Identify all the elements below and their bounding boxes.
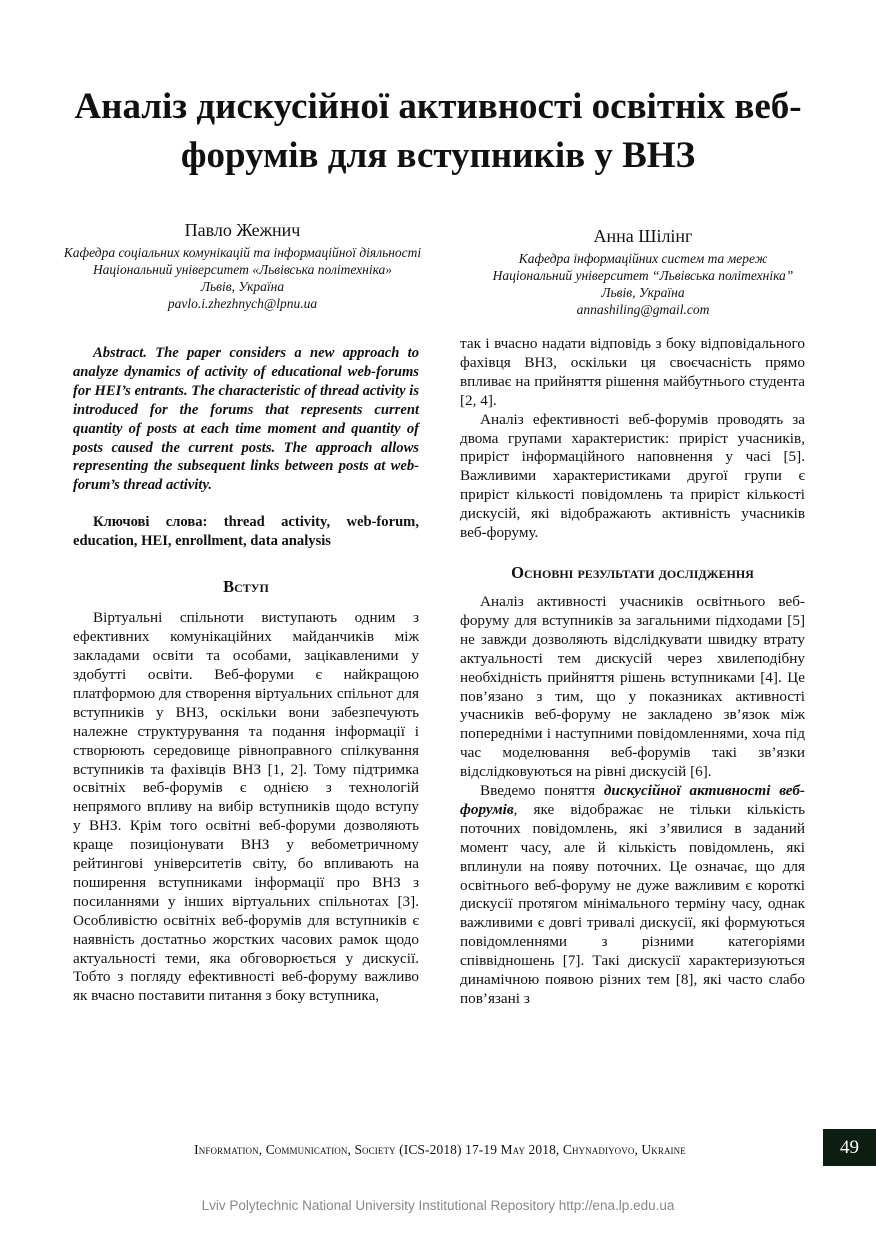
conference-footer: Information, Communication, Society (ICS-2018) 17-19 May 2018, Chynadiyovo, Ukraine xyxy=(194,1142,686,1157)
left-column xyxy=(73,344,419,1006)
author-email: annashiling@gmail.com xyxy=(576,302,710,317)
title-line-1: Аналіз дискусійної активності освітніх веб- xyxy=(74,86,802,127)
author-city: Львів, Україна xyxy=(200,279,285,294)
page-number: 49 xyxy=(823,1129,876,1166)
keywords: Ключові слова: thread activity, web-forum, education, HEI, enrollment, data analysis xyxy=(73,514,419,550)
author-name: Павло Жежнич xyxy=(184,220,301,240)
author-department: Кафедра інформаційних систем та мереж xyxy=(518,251,768,266)
results-paragraph-2-lead: Введемо поняття xyxy=(480,782,604,800)
author-block-1 xyxy=(60,218,425,312)
abstract: Abstract. The paper considers a new approach to analyze dynamics of activity of educational web-forums for HEI’s entrants. The characteristic of thread activity is introduced for the forums that represents current quantity of posts at each time moment and quantity of posts caused the current posts. The approach allows representing the subsequent links between posts at web-forum’s thread activity. xyxy=(73,345,419,494)
results-paragraph-2-rest: , яке відображає не тільки кількість поточних повідомлень, які з’явилися в заданий момент часу, але й кількість повідомлень, які вплинули на появу поточних. Це означає, що для освітнього веб-форуму не дуже важливим є короткі дискусії протягом мінімального терміну часу, однак важливими є довгі тривалі дискусії, які формуються повідомленнями з різними категоріями співвідношень [7]. Такі дискусії характеризуються динамічною появою різних тем [8], які часто слабо пов’язані з xyxy=(460,800,805,1007)
title-line-2: форумів для вступників у ВНЗ xyxy=(180,135,696,176)
author-email: pavlo.i.zhezhnych@lpnu.ua xyxy=(167,296,318,311)
paper-title xyxy=(40,82,836,180)
intro-paragraph: Віртуальні спільноти виступають одним з ефективних комунікаційних майданчиків між закладами освіти та особами, зацікавленими у здобутті освіти. Веб-форуми є найкращою платформою для створення віртуальних спільнот для вступників у ВНЗ, оскільки вони забезпечують належне структурування та подання інформації і створюють середовище рівноправного спілкування вступників та фахівців ВНЗ [1, 2]. Тому підтримка освітніх веб-форумів є однією з технологій непрямого впливу на вибір вступників щодо вступу у ВНЗ. Крім того освітні веб-форуми дозволяють краще позиціонувати ВНЗ у вебометричному рейтингові університетів світу, бо впливають на поширення вступниками інформації про ВНЗ з посиланнями у інших віртуальних спільнотах [3]. Особливістю освітніх веб-форумів для вступників є наявність достатньо жорстких часових рамок щодо актуальності теми, яка обговорюється у дискусії. Тобто з погляду ефективності веб-форуму важливо як вчасно поставити питання з боку вступника, xyxy=(73,609,419,1005)
author-department: Кафедра соціальних комунікацій та інформаційної діяльності xyxy=(63,245,422,260)
paragraph-continuation: так і вчасно надати відповідь з боку відповідального фахівця ВНЗ, оскільки ця своєчасність прямо впливає на прийняття рішення майбутнього студента [2, 4]. xyxy=(460,335,805,409)
right-column xyxy=(460,335,805,1009)
results-paragraph-1: Аналіз активності учасників освітнього веб-форуму для вступників за загальними підходами [5] не завжди дозволяють відслідкувати швидку втрату актуальності тем дискусій через хвилеподібну необхідність прийняття рішень вступниками [4]. Це пов’язано з тим, що у показниках активності учасників веб-форуму не закладено зв’язок між попередніми і наступними повідомленнями, хоча під час моделювання веб-форумів такі зв’язки відслідковуються на рівні дискусій [6]. xyxy=(460,592,805,781)
author-university: Національний університет “Львівська політехніка” xyxy=(492,268,794,283)
results-paragraph-2 xyxy=(460,782,805,1009)
section-heading-intro: Вступ xyxy=(223,577,269,597)
paragraph-efficiency: Аналіз ефективності веб-форумів проводять за двома групами характеристик: приріст учасників, приріст інформаційного наповнення у часі [5]. Важливими характеристиками другої групи є приріст кількості повідомлень та приріст кількості дискусій, які відображають активність учасників веб-форуму. xyxy=(460,410,805,542)
author-name: Анна Шілінг xyxy=(593,226,693,246)
author-city: Львів, Україна xyxy=(601,285,685,300)
defined-term: дискусійної активності веб-форумів xyxy=(460,782,805,818)
repository-watermark: Lviv Polytechnic National University Institutional Repository http://ena.lp.edu.ua xyxy=(201,1198,675,1213)
section-heading-results: Основні результати дослідження xyxy=(511,562,754,582)
author-university: Національний університет «Львівська політехніка» xyxy=(92,262,393,277)
author-block-2 xyxy=(462,224,824,318)
